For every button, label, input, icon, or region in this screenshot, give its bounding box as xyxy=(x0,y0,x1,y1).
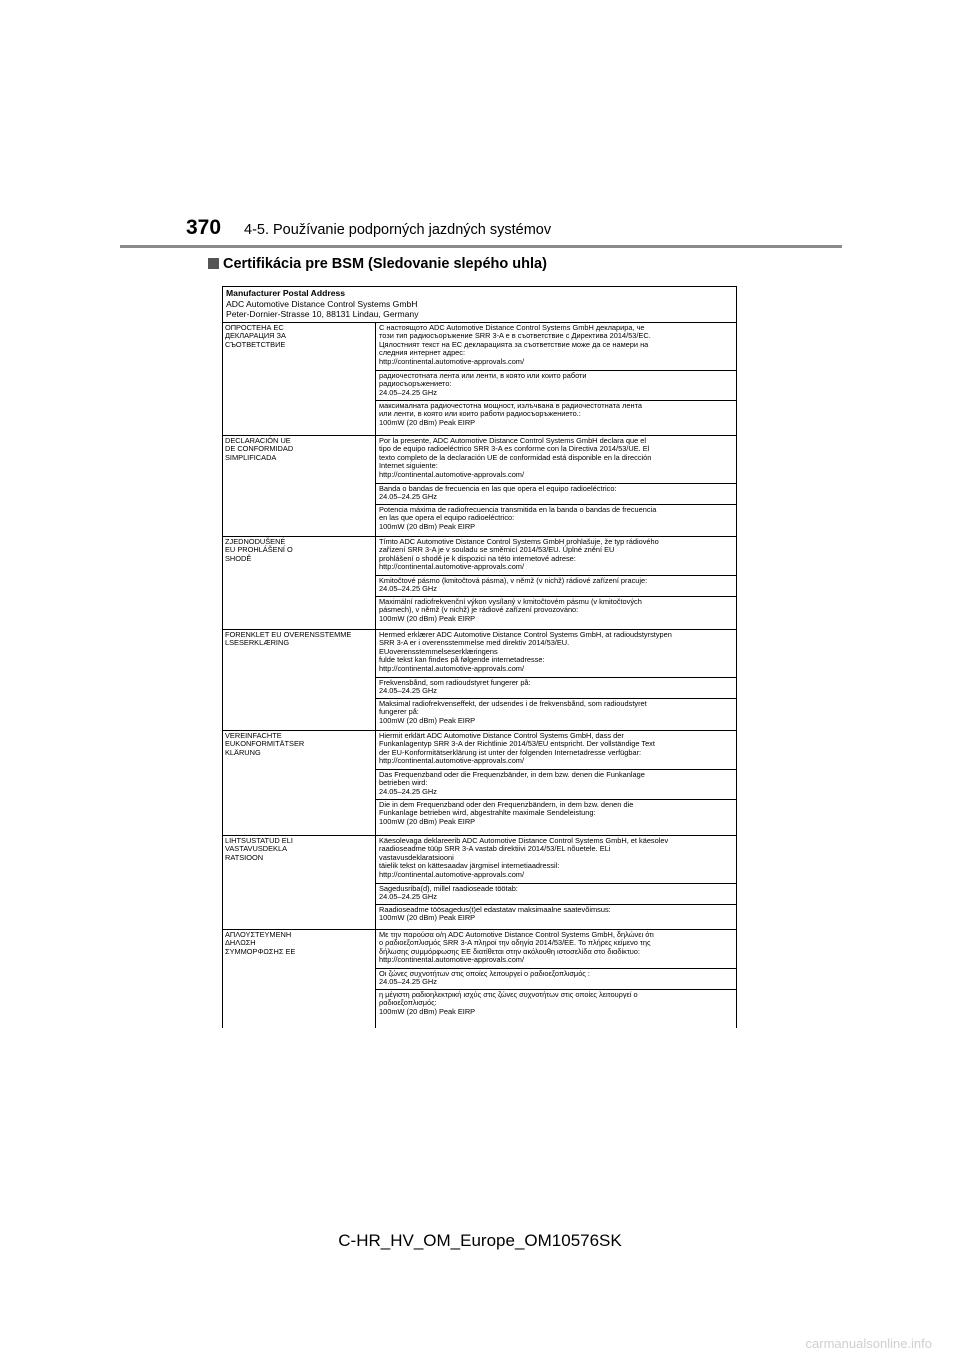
square-bullet-icon xyxy=(208,258,219,269)
manufacturer-title: Manufacturer Postal Address xyxy=(226,288,346,298)
declaration-language-title: VEREINFACHTE EUKONFORMITÄTSER KLÄRUNG xyxy=(223,731,376,835)
declaration-statement: Hiermit erklärt ADC Automotive Distance Control Systems GmbH, dass der Funkanlagentyp SRR 3-A der Richtlinie 2014/53/EU entspricht. Der vollständige Text der EU-Konformitätserklärung ist unter der folgenden Internetadresse verfügbar: http://continental.automotive-approvals.com/ xyxy=(376,731,736,770)
manufacturer-address: Peter-Dornier-Strasse 10, 88131 Lindau, Germany xyxy=(226,309,419,320)
declaration-el xyxy=(223,930,736,1028)
declaration-language-title: ZJEDNODUŠENÉ EU PROHLÁŠENÍ O SHODĚ xyxy=(223,537,376,629)
declaration-de xyxy=(223,731,736,836)
declaration-frequency-band: Kmitočtové pásmo (kmitočtová pásma), v němž (v nichž) rádiové zařízení pracuje: 24.05–24.25 GHz xyxy=(376,576,736,597)
declaration-frequency-band: радиочестотната лента или ленти, в която или които работи радиосъоръжението: 24.05–24.25 GHz xyxy=(376,371,736,401)
declaration-statement: Käesolevaga deklareerib ADC Automotive Distance Control Systems GmbH, et käesolev raadioseadme tüüp SRR 3-A vastab direktiivi 2014/53/EL nõuetele. ELi vastavusdeklaratsiooni täielik tekst on kättesaadav järgmisel internetiaadressil: http://continental.automotive-approvals.com/ xyxy=(376,836,736,884)
page-number: 370 xyxy=(186,216,222,239)
declaration-max-power: Die in dem Frequenzband oder den Frequenzbändern, in dem bzw. denen die Funkanlage betrieben wird, abgestrahlte maximale Sendeleistung: 100mW (20 dBm) Peak EIRP xyxy=(379,800,634,826)
declaration-language-title: DECLARACIÓN UE DE CONFORMIDAD SIMPLIFICADA xyxy=(223,436,376,536)
declaration-statement: Hermed erklærer ADC Automotive Distance Control Systems GmbH, at radioudstyrstypen SRR 3-A er i overensstemmelse med direktiv 2014/53/EU. EUoverensstemmelseserklæringens fulde tekst kan findes på følgende internetadresse: http://continental.automotive-approvals.com/ xyxy=(376,630,736,678)
declaration-statement: С настоящото ADC Automotive Distance Control Systems GmbH декларира, че този тип радиосъоръжение SRR 3-A е в съответствие с Директива 2014/53/ЕС. Цялостният текст на ЕС декларацията за съответствие може да се намери на следния интернет адрес: http://continental.automotive-approvals.com/ xyxy=(376,323,736,371)
declaration-es xyxy=(223,436,736,537)
declaration-max-power: Raadioseadme töösagedus(t)el edastatav maksimaalne saatevõimsus: 100mW (20 dBm) Peak EIRP xyxy=(379,905,611,923)
declaration-max-power: Potencia máxima de radiofrecuencia transmitida en la banda o bandas de frecuencia en las que opera el equipo radioeléctrico: 100mW (20 dBm) Peak EIRP xyxy=(379,505,657,531)
declaration-language-title: LIHTSUSTATUD ELI VASTAVUSDEKLA RATSIOON xyxy=(223,836,376,929)
document-code: C-HR_HV_OM_Europe_OM10576SK xyxy=(338,1231,622,1250)
manufacturer-name: ADC Automotive Distance Control Systems GmbH xyxy=(226,298,418,309)
declaration-frequency-band: Das Frequenzband oder die Frequenzbänder, in dem bzw. denen die Funkanlage betrieben wird: 24.05–24.25 GHz xyxy=(376,770,736,800)
declaration-statement: Tímto ADC Automotive Distance Control Systems GmbH prohlašuje, že typ rádiového zařízení SRR 3-A je v souladu se směrnicí 2014/53/EU. Úplné znění EU prohlášení o shodě je k dispozici na této internetové adrese: http://continental.automotive-approvals.com/ xyxy=(376,537,736,576)
declaration-cs xyxy=(223,537,736,630)
declaration-max-power: Maksimal radiofrekvenseffekt, der udsendes i de frekvensbånd, som radioudstyret fungerer på: 100mW (20 dBm) Peak EIRP xyxy=(379,699,647,725)
header-rule xyxy=(120,245,842,248)
declaration-frequency-band: Οι ζώνες συχνοτήτων στις οποίες λειτουργεί ο ραδιοεξοπλισμός : 24.05–24.25 GHz xyxy=(376,969,736,990)
declaration-et xyxy=(223,836,736,930)
section-title: Certifikácia pre BSM (Sledovanie slepého uhla) xyxy=(223,256,547,272)
declaration-statement: Por la presente, ADC Automotive Distance Control Systems GmbH declara que el tipo de equipo radioeléctrico SRR 3-A es conforme con la Directiva 2014/53/UE. El texto completo de la declaración UE de conformidad está disponible en la dirección Internet siguiente: http://continental.automotive-approvals.com/ xyxy=(376,436,736,484)
declaration-statement: Με την παρούσα ο/η ADC Automotive Distance Control Systems GmbH, δηλώνει ότι ο ραδιοεξοπλισμός SRR 3-A πληροί την οδηγία 2014/53/ΕΕ. Το πλήρες κείμενο της δήλωσης συμμόρφωσης ΕΕ διατίθεται στην ακόλουθη ιστοσελίδα στο διαδίκτυο: http://continental.automotive-approvals.com/ xyxy=(376,930,736,969)
declaration-frequency-band: Sagedusriba(d), millel raadioseade töötab: 24.05–24.25 GHz xyxy=(376,884,736,905)
declaration-max-power: максималната радиочестотна мощност, излъчвана в радиочестотната лента или ленти, в която или които работи радиосъоръжението.: 100mW (20 dBm) Peak EIRP xyxy=(379,401,643,427)
section-heading xyxy=(208,256,547,272)
declaration-max-power: Maximální radiofrekvenční výkon vysílaný v kmitočtovém pásmu (v kmitočtových pásmech), v němž (v nichž) je rádiové zařízení provozováno: 100mW (20 dBm) Peak EIRP xyxy=(379,597,642,623)
manufacturer-block xyxy=(223,287,736,323)
declaration-language-title: ΑΠΛΟΥΣΤΕΥΜΕΝΗ ΔΗΛΩΣΗ ΣΥΜΜΟΡΦΩΣΗΣ ΕΕ xyxy=(223,930,376,1028)
chapter-title: 4-5. Používanie podporných jazdných systémov xyxy=(244,222,552,238)
declaration-max-power: η μέγιστη ραδιοηλεκτρική ισχύς στις ζώνες συχνοτήτων στις οποίες λειτουργεί ο ραδιοεξοπλισμός: 100mW (20 dBm) Peak EIRP xyxy=(379,990,638,1016)
declaration-da xyxy=(223,630,736,731)
watermark: carmanualsonline.info xyxy=(805,1336,932,1351)
declaration-language-title: ОПРОСТЕНА ЕС ДЕКЛАРАЦИЯ ЗА СЪОТВЕТСТВИЕ xyxy=(223,323,376,435)
declaration-frequency-band: Banda o bandas de frecuencia en las que opera el equipo radioeléctrico: 24.05–24.25 GHz xyxy=(376,484,736,505)
declaration-frequency-band: Frekvensbånd, som radioudstyret fungerer på: 24.05–24.25 GHz xyxy=(376,678,736,699)
declaration-language-title: FORENKLET EU OVERENSSTEMME LSESERKLÆRING xyxy=(223,630,376,730)
certification-table xyxy=(222,286,737,1028)
declaration-bg xyxy=(223,323,736,436)
